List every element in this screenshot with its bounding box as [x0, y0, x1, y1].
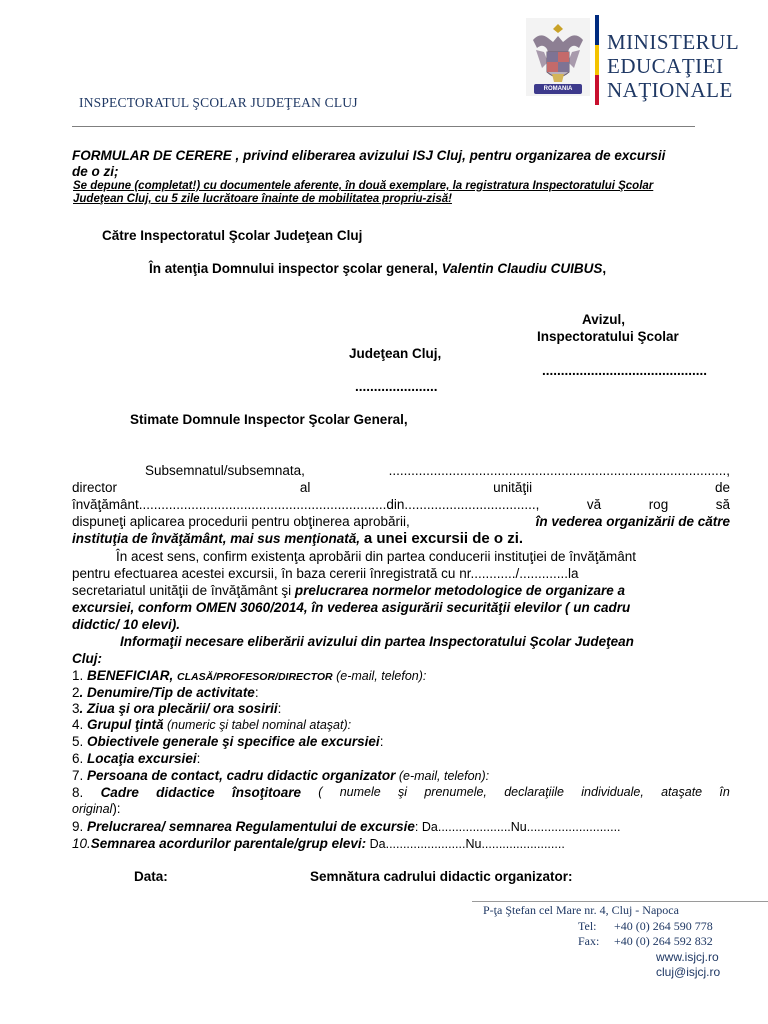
body-p2-line-2: pentru efectuarea acestei excursii, în baza cererii înregistrată cu nr............/.............la [72, 566, 579, 581]
body-p1-line-4 [72, 513, 730, 530]
item-hint: în [719, 785, 730, 799]
body-p1-line-5 [72, 530, 523, 547]
avizul-inspectorate: Inspectoratului Şcolar [537, 329, 679, 344]
item-title: Obiectivele generale şi specifice ale excursiei [87, 734, 380, 749]
one-day-trip-emph: a unei excursii de o zi. [363, 530, 524, 547]
avizul-dots-2: ...................... [355, 379, 438, 394]
form-title-line-2: de o zi; [72, 164, 119, 179]
text-run: dispuneţi aplicarea procedurii pentru obţinerea aprobării, [72, 514, 410, 529]
item-hint: (e-mail, telefon): [395, 769, 490, 783]
item-tail: : [379, 734, 384, 749]
ministry-line-3: NAŢIONALE [607, 78, 733, 102]
item-hint: (numeric şi tabel nominal ataşat): [163, 718, 352, 732]
word: unităţii [493, 480, 533, 495]
tel-value: +40 (0) 264 590 778 [614, 919, 713, 933]
word: director [72, 480, 118, 495]
item-title: didactice [156, 785, 215, 800]
item-title: . Ziua şi ora plecării/ ora sosirii [79, 701, 278, 716]
note-line-2: Judeţean Cluj, cu 5 zile lucrătoare înainte de mobilitatea propriu-zisă! [73, 193, 452, 205]
body-p2-line-1: În acest sens, confirm existenţa aprobării din partea conducerii instituţiei de învăţământ [116, 549, 637, 564]
item-number: 3 [72, 701, 80, 716]
word: al [299, 480, 311, 495]
item-2-activity [72, 684, 259, 701]
signature-label: Semnătura cadrului didactic organizator: [310, 869, 573, 884]
item-subtitle: CLASĂ/PROFESOR/DIRECTOR [177, 671, 333, 683]
submission-note [73, 180, 653, 206]
item-hint: individuale, [581, 785, 644, 799]
item-6-location [72, 750, 200, 767]
item-hint: original [72, 802, 113, 816]
item-3-schedule [72, 700, 281, 717]
item-hint: şi [398, 785, 408, 799]
yes-no-blanks: Da.......................Nu........................ [366, 837, 565, 851]
yes-no-blanks: : Da.....................Nu........................... [414, 820, 621, 834]
item-8-teachers-line-2 [72, 800, 121, 818]
item-number: 4. [72, 717, 88, 732]
romania-crest-logo [526, 18, 590, 96]
word: vă [586, 497, 602, 512]
item-title: Semnarea acordurilor parentale/grup elevi: [90, 836, 367, 851]
info-heading-line-1: Informaţii necesare eliberării avizului din partea Inspectoratului Şcolar Judeţean [120, 634, 634, 649]
undersigned-label: Subsemnatul/subsemnata, [145, 463, 305, 478]
attention-prefix: În atenţia Domnului inspector şcolar general, [149, 261, 442, 276]
item-hint: (e-mail, telefon): [332, 669, 427, 683]
footer-tel [578, 919, 713, 933]
text-run-emph: prelucrarea normelor metodologice de organizare a [294, 583, 625, 598]
item-hint: declaraţiile [504, 785, 564, 799]
item-title: Prelucrarea/ semnarea Regulamentului de excursie [87, 819, 415, 834]
ministry-name [607, 30, 739, 102]
crest-banner-text: ROMANIA [543, 86, 573, 92]
inspectorate-title: INSPECTORATUL ŞCOLAR JUDEŢEAN CLUJ [79, 95, 358, 110]
item-tail: : [277, 701, 282, 716]
item-hint: ( [318, 785, 323, 799]
item-4-target-group [72, 716, 351, 734]
item-title: însoţitoare [231, 785, 301, 800]
attention-suffix: , [602, 261, 607, 276]
note-line-1: Se depune (completat!) cu documentele aferente, în două exemplare, la registratura Inspectoratului Şcolar [73, 180, 654, 192]
header-rule [72, 126, 695, 127]
salutation: Stimate Domnule Inspector Şcolar General, [130, 412, 408, 427]
tricolor-bar [595, 15, 599, 105]
item-number: 7. [72, 768, 88, 783]
footer-fax [578, 934, 713, 948]
crest-banner [534, 84, 582, 94]
item-hint: prenumele, [424, 785, 487, 799]
item-title: . Denumire/Tip de activitate [79, 685, 255, 700]
body-p2-line-3 [72, 582, 625, 599]
item-tail: : [254, 685, 259, 700]
footer-address: P-ţa Ştefan cel Mare nr. 4, Cluj - Napoca [483, 903, 679, 917]
avizul-county: Judeţean Cluj, [349, 346, 442, 361]
avizul-dots-1: ............................................ [542, 363, 708, 378]
body-p1-line-2 [72, 479, 730, 496]
body-p2-line-4: excursiei, conform OMEN 3060/2014, în vederea asigurării securităţii elevilor ( un cadru [72, 600, 631, 615]
word: rog [648, 497, 669, 512]
item-title: Locaţia excursiei [87, 751, 197, 766]
item-number: 8. [72, 785, 84, 800]
item-number: 10. [72, 836, 91, 851]
item-tail: ): [112, 801, 121, 816]
footer-rule [472, 901, 768, 902]
item-number: 9. [72, 819, 88, 834]
item-10-parental [72, 835, 565, 853]
tel-label: Tel: [578, 919, 597, 933]
form-title [72, 148, 665, 180]
item-hint: numele [339, 785, 381, 799]
body-p1-line-3 [72, 496, 730, 513]
addressee: Către Inspectoratul Şcolar Judeţean Cluj [102, 228, 363, 243]
footer-email[interactable]: cluj@isjcj.ro [656, 965, 721, 979]
ministry-line-2: EDUCAŢIEI [607, 54, 724, 78]
item-number: 1. [72, 668, 88, 683]
word: să [715, 497, 730, 512]
item-9-regulations [72, 818, 621, 836]
item-5-objectives [72, 733, 383, 750]
item-title: Cadre [100, 785, 139, 800]
item-number: 5. [72, 734, 88, 749]
text-run: secretariatul unităţii de învăţământ şi [72, 583, 295, 598]
fax-label: Fax: [578, 934, 600, 948]
name-blank: .........................................................................................., [388, 463, 730, 478]
text-run-emph: instituţia de învăţământ, mai sus menţionată, [72, 531, 364, 546]
body-p1-line-1 [145, 462, 730, 479]
fax-value: +40 (0) 264 592 832 [614, 934, 713, 948]
item-title: Persoana de contact, cadru didactic organizator [87, 768, 396, 783]
item-number: 2 [72, 685, 80, 700]
footer-website[interactable]: www.isjcj.ro [656, 950, 719, 964]
item-hint: ataşate [661, 785, 703, 799]
item-7-contact [72, 767, 489, 785]
school-blank: învăţământ..................................................................din..................................., [72, 497, 540, 512]
inspector-name: Valentin Claudiu CUIBUS [441, 261, 603, 276]
form-title-line-1: FORMULAR DE CERERE , privind eliberarea avizului ISJ Cluj, pentru organizarea de excursii [72, 148, 666, 163]
item-title: BENEFICIAR, [87, 668, 178, 683]
avizul-label: Avizul, [582, 312, 626, 327]
info-heading-line-2: Cluj: [72, 651, 102, 666]
attention-line [149, 260, 606, 277]
body-p2-line-5: didctic/ 10 elevi). [72, 617, 181, 632]
item-tail: : [196, 751, 201, 766]
date-label: Data: [134, 869, 168, 884]
item-number: 6. [72, 751, 88, 766]
item-title: Grupul ţintă [87, 717, 164, 732]
ministry-line-1: MINISTERUL [607, 30, 740, 54]
text-run-emph: în vederea organizării de către [535, 514, 730, 529]
item-8-teachers-line-1 [72, 784, 730, 801]
word: de [714, 480, 730, 495]
